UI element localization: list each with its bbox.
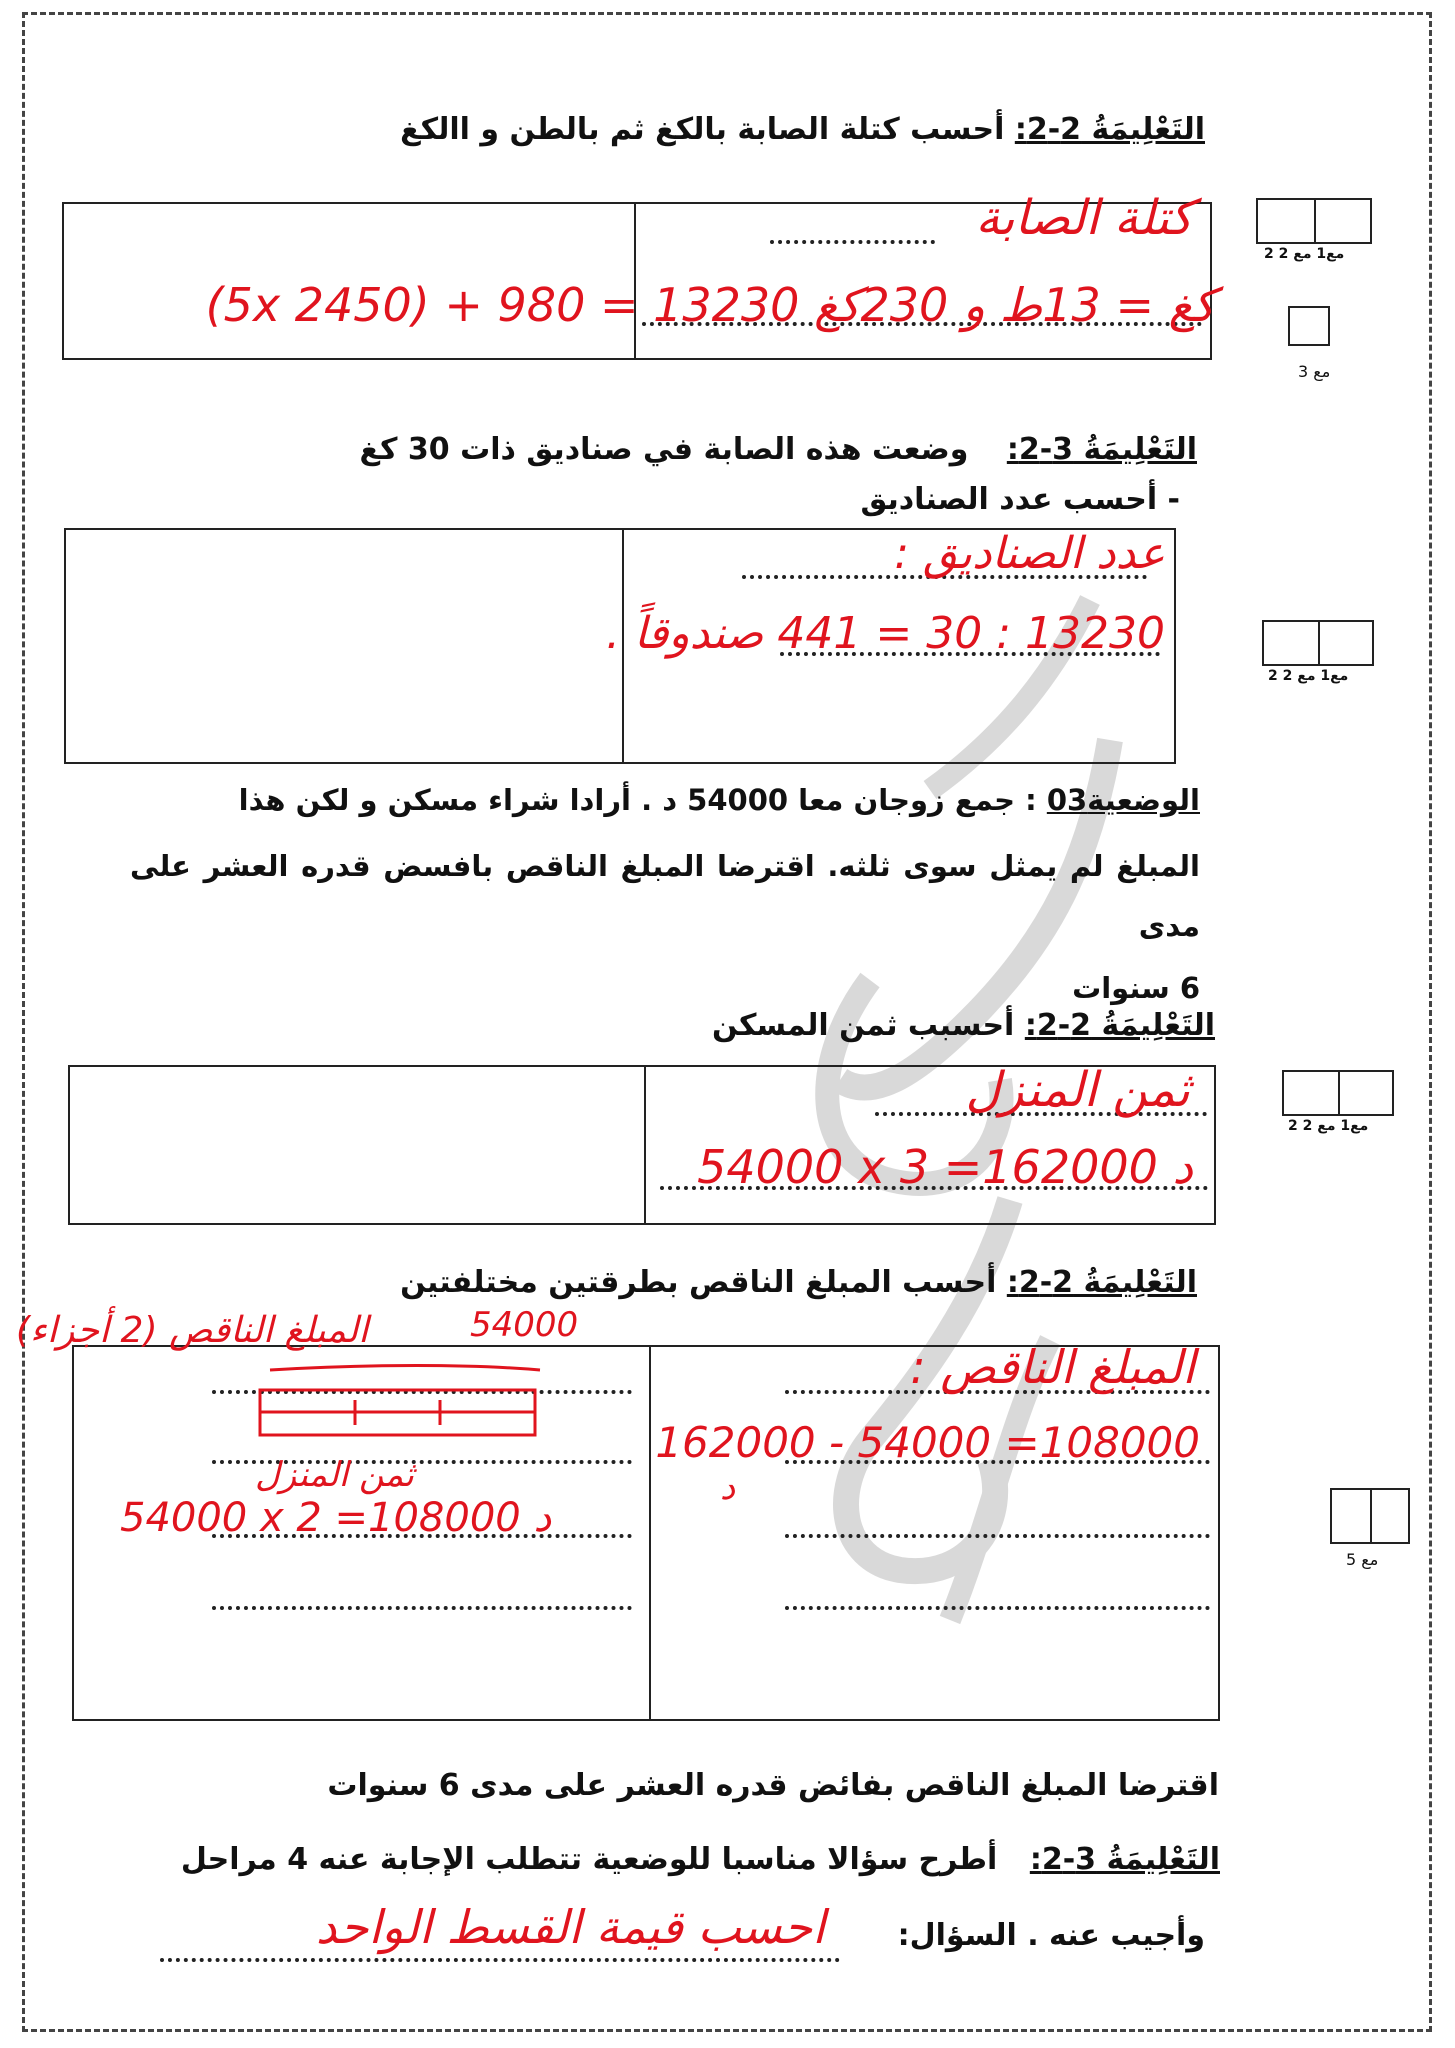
handwritten-answer: المبلغ الناقص (2 أجزاء) [16,1310,369,1351]
instruction-2-2-house-price [712,1008,1215,1043]
instruction-text: أطرح سؤالا مناسبا للوضعية تتطلب الإجابة عنه 4 مراحل [180,1842,998,1877]
handwritten-answer: 54000 x 3 =162000 د [697,1140,1193,1194]
instruction-text: أحسب المبلغ الناقص بطرقتين مختلفتين [400,1265,997,1300]
instruction-label: التَعْلِيمَةُ 2-2: [1006,1265,1197,1300]
situation-line-3: 6 سنوات [1072,971,1200,1005]
bar-model-sketch [250,1350,550,1445]
score-box [1288,306,1330,346]
instruction-2-2-mass [400,112,1205,147]
instruction-3-2-boxes [360,432,1197,467]
instruction-label: التَعْلِيمَةُ 3-2: [1006,432,1197,467]
dotted-line [785,1606,1210,1610]
handwritten-answer: ثمن المنزل [255,1455,414,1495]
score-label: مع1 مع 2 2 [1288,1118,1369,1134]
instruction-label: التَعْلِيمَةُ 2-2: [1014,112,1205,147]
loan-statement: اقترضا المبلغ الناقص بفائض قدره العشر على مدى 6 سنوات [327,1768,1219,1803]
situation-line-2: المبلغ لم يمثل سوى ثلثه. اقترضا المبلغ الناقص بافسض قدره العشر على مدى [130,849,1200,943]
instruction-label: التَعْلِيمَةُ 3-2: [1029,1842,1220,1877]
handwritten-answer: 162000 - 54000 =108000 [655,1418,1200,1467]
score-box [1282,1070,1394,1116]
handwritten-question: احسب قيمة القسط الواحد [315,1900,825,1954]
dotted-line [160,1958,840,1962]
instruction-text: أحسبب ثمن المسكن [712,1008,1015,1043]
score-box [1256,198,1372,244]
instruction-3-2-question [181,1842,1220,1877]
handwritten-answer: المبلغ الناقص : [910,1340,1195,1394]
handwritten-answer: 54000 x 2 =108000 د [120,1495,552,1541]
handwritten-answer: د [720,1468,736,1508]
situation-label: الوضعية03 [1046,783,1200,817]
dotted-line [212,1606,632,1610]
score-label: مع1 مع 2 2 [1268,668,1349,684]
score-label: مع 5 [1346,1550,1379,1569]
instruction-label: التَعْلِيمَةُ 2-2: [1024,1008,1215,1043]
question-prefix: وأجيب عنه . السؤال: [897,1918,1205,1953]
instruction-sub: - أحسب عدد الصناديق [860,482,1180,517]
situation-line-1 [130,770,1200,830]
instruction-text: أحسب كتلة الصابة بالكغ ثم بالطن و االكغ [400,112,1005,147]
handwritten-answer: ثمن المنزل [965,1062,1190,1118]
instruction-2-2-missing-amount [400,1265,1197,1300]
score-label: مع1 مع 2 2 [1264,246,1345,262]
situation-text [130,770,1200,1018]
score-box [1262,620,1374,666]
handwritten-answer: (5x 2450) + 980 = 13230 كغ = 13ط و 230كغ [205,278,1215,332]
question-prompt [898,1918,1205,1953]
handwritten-answer: كتلة الصابة [975,190,1193,246]
score-box [1330,1488,1410,1544]
score-label: مع 3 [1298,362,1331,381]
handwritten-answer: 54000 [470,1305,579,1345]
situation-line-1-text: : جمع زوجان معا 54000 د . أرادا شراء مسكن و لكن هذا [238,783,1037,817]
handwritten-answer: 13230 : 30 = 441 صندوقاً . [606,608,1165,659]
dotted-line [785,1534,1210,1538]
handwritten-answer: عدد الصناديق : [894,528,1165,579]
dotted-line [770,240,935,244]
instruction-text: وضعت هذه الصابة في صناديق ذات 30 كغ [359,432,969,467]
